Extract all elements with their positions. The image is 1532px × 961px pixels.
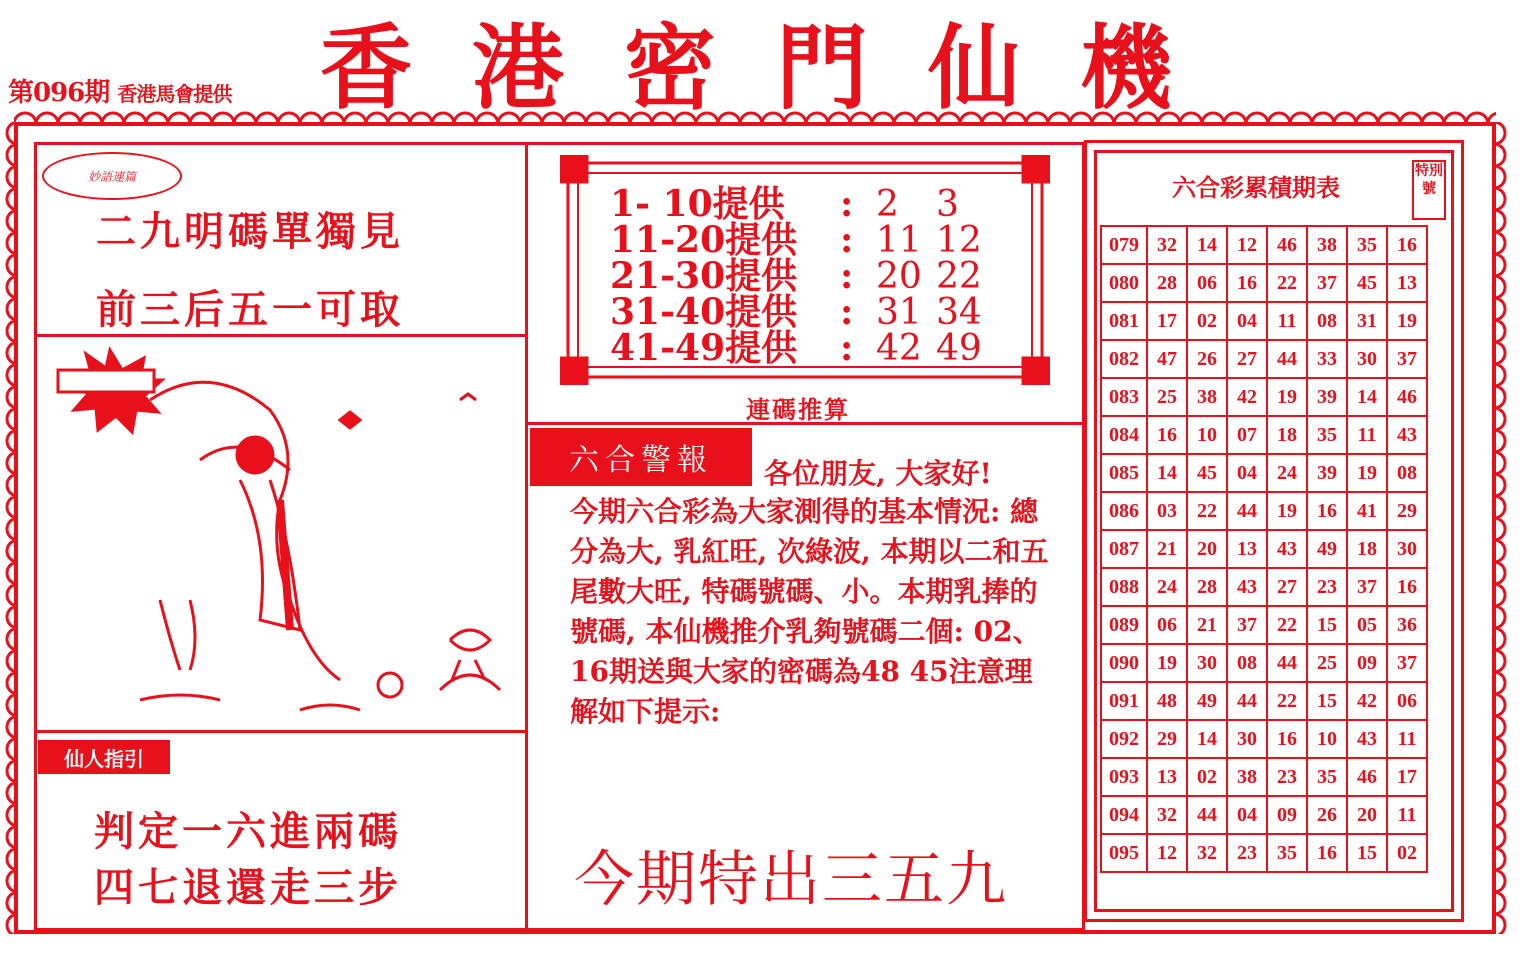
table-row — [1101, 378, 1427, 416]
table-row — [1101, 226, 1427, 264]
number-cell: 07 — [1227, 416, 1267, 454]
issue-cell: 081 — [1101, 302, 1147, 340]
number-cell: 43 — [1267, 530, 1307, 568]
issue-cell: 088 — [1101, 568, 1147, 606]
issue-cell: 085 — [1101, 454, 1147, 492]
special-number-cell: 13 — [1387, 264, 1427, 302]
range-label: 41-49提供 — [610, 327, 798, 369]
left-border-line — [34, 142, 37, 932]
number-cell: 23 — [1307, 568, 1347, 606]
bottom-inner-line — [34, 928, 1084, 931]
top-inner-line — [34, 142, 1084, 145]
number-cell: 45 — [1187, 454, 1227, 492]
number-cell: 22 — [1267, 606, 1307, 644]
number-cell: 26 — [1307, 796, 1347, 834]
alert-tag: 六合警報 — [530, 428, 752, 486]
issue-cell: 091 — [1101, 682, 1147, 720]
table-row — [1101, 758, 1427, 796]
range-label: 11-20提供 — [610, 219, 798, 261]
number-cell: 09 — [1347, 644, 1387, 682]
number-cell: 13 — [1147, 758, 1187, 796]
range-row-4: 31-40提供 : 31 34 — [610, 294, 996, 331]
range-label: 31-40提供 — [610, 291, 798, 333]
special-number-cell: 11 — [1387, 796, 1427, 834]
table-row — [1101, 834, 1427, 872]
number-cell: 03 — [1147, 492, 1187, 530]
number-cell: 12 — [1147, 834, 1187, 872]
range-value-a: 20 — [876, 256, 922, 297]
issue-cell: 090 — [1101, 644, 1147, 682]
issue-cell: 082 — [1101, 340, 1147, 378]
issue-label: 第096期 — [8, 78, 110, 108]
number-cell: 32 — [1187, 834, 1227, 872]
number-cell: 29 — [1147, 720, 1187, 758]
number-cell: 16 — [1147, 416, 1187, 454]
special-numbers-text: 今期特出三五九 — [574, 845, 1008, 915]
number-cell: 30 — [1227, 720, 1267, 758]
number-cell: 33 — [1307, 340, 1347, 378]
history-table — [1100, 225, 1428, 873]
special-number-cell: 08 — [1387, 454, 1427, 492]
number-cell: 42 — [1227, 378, 1267, 416]
table-row — [1101, 340, 1427, 378]
number-cell: 35 — [1267, 834, 1307, 872]
number-cell: 39 — [1307, 454, 1347, 492]
number-cell: 19 — [1147, 644, 1187, 682]
number-cell: 42 — [1347, 682, 1387, 720]
number-cell: 20 — [1187, 530, 1227, 568]
range-value-a: 42 — [876, 328, 922, 369]
number-cell: 35 — [1307, 416, 1347, 454]
number-cell: 22 — [1187, 492, 1227, 530]
number-cell: 22 — [1267, 264, 1307, 302]
issue-cell: 092 — [1101, 720, 1147, 758]
number-cell: 30 — [1187, 644, 1227, 682]
number-cell: 35 — [1347, 226, 1387, 264]
table-row — [1101, 492, 1427, 530]
number-cell: 30 — [1347, 340, 1387, 378]
number-cell: 12 — [1227, 226, 1267, 264]
number-cell: 11 — [1267, 302, 1307, 340]
issue-cell: 084 — [1101, 416, 1147, 454]
table-row — [1101, 264, 1427, 302]
number-cell: 21 — [1147, 530, 1187, 568]
number-cell: 44 — [1227, 682, 1267, 720]
number-cell: 11 — [1347, 416, 1387, 454]
issue-cell: 079 — [1101, 226, 1147, 264]
number-cell: 10 — [1187, 416, 1227, 454]
special-number-cell: 36 — [1387, 606, 1427, 644]
alert-body-text: 今期六合彩為大家測得的基本情況: 總分為大, 乳紅旺, 次綠波, 本期以二和五尾數大旺, 特碼號碼、小。本期乳捧的號碼, 本仙機推介乳夠號碼二個: 02、16期送與大家的密碼為48 45注意理解如下提示: — [570, 495, 1049, 728]
number-cell: 44 — [1187, 796, 1227, 834]
special-number-cell: 16 — [1387, 226, 1427, 264]
table-row — [1101, 644, 1427, 682]
issue-cell: 086 — [1101, 492, 1147, 530]
special-number-cell: 30 — [1387, 530, 1427, 568]
issue-cell: 089 — [1101, 606, 1147, 644]
number-cell: 24 — [1267, 454, 1307, 492]
number-cell: 27 — [1267, 568, 1307, 606]
number-cell: 15 — [1307, 606, 1347, 644]
range-row-2: 11-20提供 : 11 12 — [610, 222, 996, 259]
table-row — [1101, 796, 1427, 834]
range-value-b: 22 — [936, 256, 982, 297]
number-cell: 48 — [1147, 682, 1187, 720]
range-value-a: 31 — [876, 292, 922, 333]
issue-cell: 095 — [1101, 834, 1147, 872]
number-cell: 09 — [1267, 796, 1307, 834]
greeting-text: 各位朋友, 大家好! — [764, 457, 992, 490]
number-cell: 23 — [1227, 834, 1267, 872]
range-value-b: 12 — [936, 220, 982, 261]
number-cell: 45 — [1347, 264, 1387, 302]
number-cell: 14 — [1347, 378, 1387, 416]
number-cell: 04 — [1227, 454, 1267, 492]
number-cell: 17 — [1147, 302, 1187, 340]
column-divider-1 — [525, 142, 528, 932]
number-cell: 37 — [1307, 264, 1347, 302]
special-number-header: 特別號 — [1412, 160, 1446, 220]
number-cell: 44 — [1267, 340, 1307, 378]
number-cell: 28 — [1187, 568, 1227, 606]
range-label: 1- 10提供 — [610, 183, 785, 225]
number-cell: 37 — [1227, 606, 1267, 644]
number-cell: 49 — [1307, 530, 1347, 568]
special-number-cell: 46 — [1387, 378, 1427, 416]
number-cell: 13 — [1227, 530, 1267, 568]
number-cell: 06 — [1187, 264, 1227, 302]
clue-line-2: 前三后五一可取 — [96, 286, 404, 333]
number-cell: 22 — [1267, 682, 1307, 720]
number-cell: 19 — [1267, 492, 1307, 530]
issue-cell: 094 — [1101, 796, 1147, 834]
number-cell: 38 — [1227, 758, 1267, 796]
number-cell: 24 — [1147, 568, 1187, 606]
issue-cell: 087 — [1101, 530, 1147, 568]
guide-line-2: 四七退還走三步 — [94, 864, 402, 911]
number-cell: 25 — [1147, 378, 1187, 416]
issue-number — [8, 72, 231, 109]
number-cell: 14 — [1187, 720, 1227, 758]
special-number-cell: 29 — [1387, 492, 1427, 530]
number-cell: 38 — [1187, 378, 1227, 416]
number-cell: 31 — [1347, 302, 1387, 340]
number-cell: 44 — [1227, 492, 1267, 530]
issue-cell: 080 — [1101, 264, 1147, 302]
number-cell: 21 — [1187, 606, 1227, 644]
issue-cell: 093 — [1101, 758, 1147, 796]
table-row — [1101, 302, 1427, 340]
left-divider-2 — [34, 730, 528, 733]
number-cell: 02 — [1187, 758, 1227, 796]
table-row — [1101, 416, 1427, 454]
guide-tag: 仙人指引 — [38, 740, 170, 774]
special-number-cell: 11 — [1387, 720, 1427, 758]
number-cell: 47 — [1147, 340, 1187, 378]
number-cell: 06 — [1147, 606, 1187, 644]
number-cell: 27 — [1227, 340, 1267, 378]
range-label: 21-30提供 — [610, 255, 798, 297]
number-cell: 39 — [1307, 378, 1347, 416]
range-row-5: 41-49提供 : 42 49 — [610, 330, 996, 367]
clue-line-1: 二九明碼單獨見 — [96, 208, 404, 255]
number-cell: 14 — [1187, 226, 1227, 264]
page-title: 香港密門仙機 — [320, 14, 1233, 122]
number-cell: 41 — [1347, 492, 1387, 530]
number-cell: 08 — [1307, 302, 1347, 340]
range-row-1: 1- 10提供 : 2 3 — [610, 186, 996, 223]
special-number-cell: 06 — [1387, 682, 1427, 720]
provider-label: 香港馬會提供 — [117, 82, 232, 106]
number-cell: 02 — [1187, 302, 1227, 340]
number-cell: 43 — [1227, 568, 1267, 606]
special-number-cell: 17 — [1387, 758, 1427, 796]
table-row — [1101, 568, 1427, 606]
number-cell: 15 — [1347, 834, 1387, 872]
table-row — [1101, 530, 1427, 568]
issue-cell: 083 — [1101, 378, 1147, 416]
special-number-cell: 16 — [1387, 568, 1427, 606]
number-cell: 04 — [1227, 302, 1267, 340]
special-number-cell: 37 — [1387, 644, 1427, 682]
number-cell: 32 — [1147, 796, 1187, 834]
number-cell: 49 — [1187, 682, 1227, 720]
number-cell: 05 — [1347, 606, 1387, 644]
special-number-cell: 19 — [1387, 302, 1427, 340]
special-number-cell: 37 — [1387, 340, 1427, 378]
range-value-b: 3 — [936, 184, 959, 225]
range-value-a: 2 — [876, 184, 899, 225]
number-cell: 08 — [1227, 644, 1267, 682]
number-cell: 14 — [1147, 454, 1187, 492]
table-row — [1101, 720, 1427, 758]
number-cell: 43 — [1347, 720, 1387, 758]
number-cell: 20 — [1347, 796, 1387, 834]
number-cell: 15 — [1307, 682, 1347, 720]
table-title: 六合彩累積期表 — [1172, 173, 1340, 202]
number-cell: 32 — [1147, 226, 1187, 264]
number-cell: 16 — [1267, 720, 1307, 758]
number-cell: 18 — [1347, 530, 1387, 568]
number-cell: 16 — [1307, 834, 1347, 872]
number-cell: 19 — [1267, 378, 1307, 416]
range-value-b: 49 — [936, 328, 982, 369]
number-cell: 44 — [1267, 644, 1307, 682]
guide-line-1: 判定一六進兩碼 — [94, 808, 402, 855]
badge-oval: 妙語連篇 — [42, 152, 182, 200]
number-cell: 37 — [1347, 568, 1387, 606]
number-cell: 35 — [1307, 758, 1347, 796]
number-cell: 46 — [1267, 226, 1307, 264]
number-cell: 25 — [1307, 644, 1347, 682]
illustration-lady-icon — [40, 340, 520, 730]
number-cell: 19 — [1347, 454, 1387, 492]
number-cell: 04 — [1227, 796, 1267, 834]
range-value-b: 34 — [936, 292, 982, 333]
number-cell: 16 — [1307, 492, 1347, 530]
number-cell: 10 — [1307, 720, 1347, 758]
table-row — [1101, 454, 1427, 492]
range-value-a: 11 — [876, 220, 922, 261]
special-number-cell: 43 — [1387, 416, 1427, 454]
number-cell: 26 — [1187, 340, 1227, 378]
number-cell: 28 — [1147, 264, 1187, 302]
range-row-3: 21-30提供 : 20 22 — [610, 258, 996, 295]
combo-label: 連碼推算 — [746, 395, 850, 424]
special-number-cell: 02 — [1387, 834, 1427, 872]
number-cell: 16 — [1227, 264, 1267, 302]
table-row — [1101, 682, 1427, 720]
number-cell: 23 — [1267, 758, 1307, 796]
number-cell: 18 — [1267, 416, 1307, 454]
table-row — [1101, 606, 1427, 644]
number-cell: 46 — [1347, 758, 1387, 796]
number-cell: 38 — [1307, 226, 1347, 264]
